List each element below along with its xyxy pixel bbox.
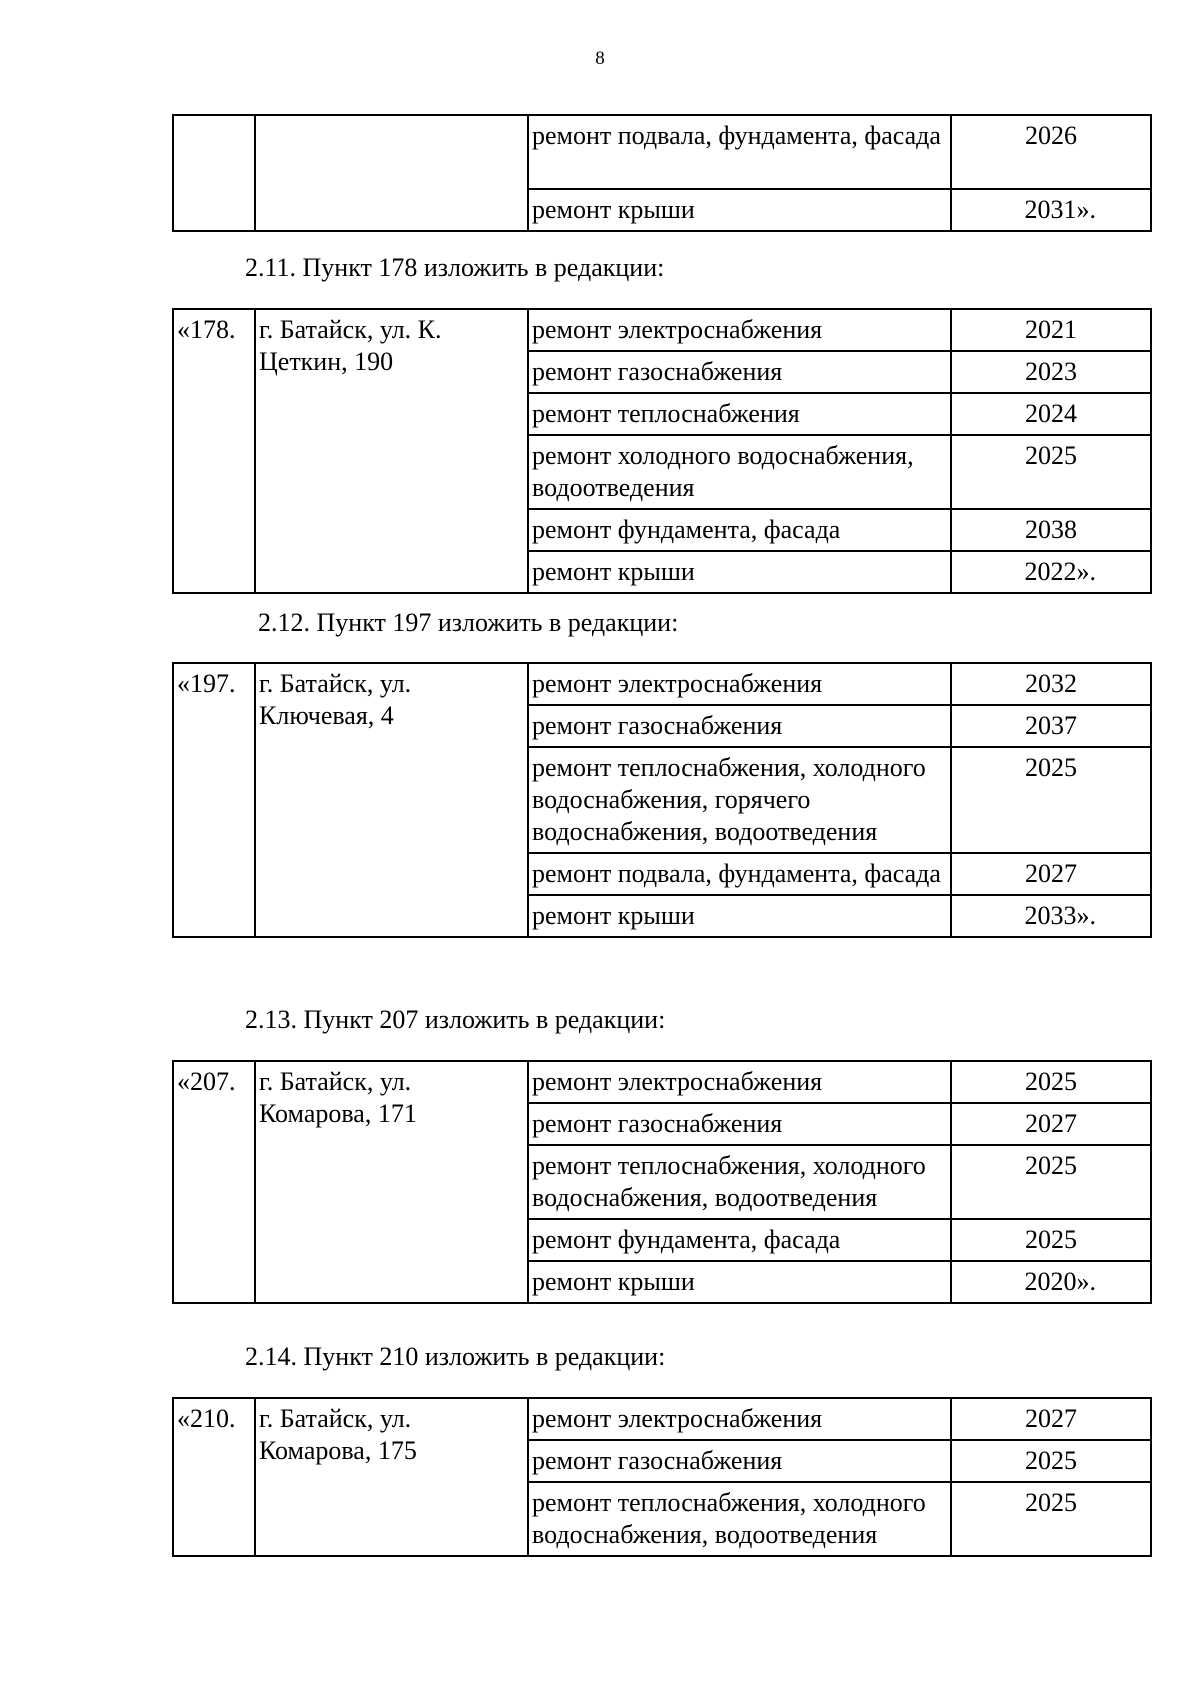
- section-heading: 2.14. Пункт 210 изложить в редакции:: [245, 1342, 666, 1371]
- work-type-cell: ремонт газоснабжения: [528, 1440, 951, 1482]
- table-row: [173, 1061, 1151, 1103]
- work-type-cell: ремонт крыши: [528, 551, 951, 593]
- section-heading: 2.11. Пункт 178 изложить в редакции:: [245, 253, 665, 282]
- year-cell: 2033».: [951, 895, 1151, 937]
- year-cell: 2025: [951, 1061, 1151, 1103]
- year-cell: 2021: [951, 309, 1151, 351]
- section-heading: 2.13. Пункт 207 изложить в редакции:: [245, 1005, 666, 1034]
- year-cell: 2020».: [951, 1261, 1151, 1303]
- address-cell: г. Батайск, ул. Ключевая, 4: [255, 663, 528, 937]
- work-type-cell: ремонт теплоснабжения, холодного водоснабжения, водоотведения: [528, 1145, 951, 1219]
- work-type-cell: ремонт газоснабжения: [528, 705, 951, 747]
- year-cell: 2025: [951, 1145, 1151, 1219]
- work-type-cell: ремонт электроснабжения: [528, 309, 951, 351]
- work-type-cell: ремонт теплоснабжения, холодного водоснабжения, водоотведения: [528, 1482, 951, 1556]
- address-cell: г. Батайск, ул. К. Цеткин, 190: [255, 309, 528, 593]
- item-number-cell: [173, 115, 255, 231]
- year-cell: 2025: [951, 1219, 1151, 1261]
- continuation-table: [172, 114, 1152, 232]
- item-table-178: [172, 308, 1152, 594]
- item-table-210: [172, 1397, 1152, 1557]
- year-cell: 2027: [951, 1103, 1151, 1145]
- year-cell: 2027: [951, 1398, 1151, 1440]
- work-type-cell: ремонт подвала, фундамента, фасада: [528, 853, 951, 895]
- year-cell: 2032: [951, 663, 1151, 705]
- work-type-cell: ремонт теплоснабжения, холодного водоснабжения, горячего водоснабжения, водоотведения: [528, 747, 951, 853]
- work-type-cell: ремонт крыши: [528, 189, 951, 231]
- work-type-cell: ремонт фундамента, фасада: [528, 509, 951, 551]
- address-cell: г. Батайск, ул. Комарова, 175: [255, 1398, 528, 1556]
- year-cell: 2025: [951, 1482, 1151, 1556]
- item-number-cell: «210.: [173, 1398, 255, 1556]
- table-row: [173, 663, 1151, 705]
- address-cell: г. Батайск, ул. Комарова, 171: [255, 1061, 528, 1303]
- work-type-cell: ремонт электроснабжения: [528, 663, 951, 705]
- work-type-cell: ремонт электроснабжения: [528, 1061, 951, 1103]
- item-number-cell: «197.: [173, 663, 255, 937]
- work-type-cell: ремонт фундамента, фасада: [528, 1219, 951, 1261]
- year-cell: 2025: [951, 747, 1151, 853]
- year-cell: 2037: [951, 705, 1151, 747]
- table-row: [173, 309, 1151, 351]
- work-type-cell: ремонт подвала, фундамента, фасада: [528, 115, 951, 189]
- year-cell: 2023: [951, 351, 1151, 393]
- work-type-cell: ремонт теплоснабжения: [528, 393, 951, 435]
- address-cell: [255, 115, 528, 231]
- year-cell: 2025: [951, 1440, 1151, 1482]
- page-number: 8: [595, 48, 605, 69]
- work-type-cell: ремонт газоснабжения: [528, 1103, 951, 1145]
- item-number-cell: «178.: [173, 309, 255, 593]
- work-type-cell: ремонт газоснабжения: [528, 351, 951, 393]
- year-cell: 2022».: [951, 551, 1151, 593]
- year-cell: 2026: [951, 115, 1151, 189]
- work-type-cell: ремонт крыши: [528, 1261, 951, 1303]
- year-cell: 2024: [951, 393, 1151, 435]
- work-type-cell: ремонт электроснабжения: [528, 1398, 951, 1440]
- section-heading: 2.12. Пункт 197 изложить в редакции:: [258, 608, 679, 637]
- year-cell: 2027: [951, 853, 1151, 895]
- work-type-cell: ремонт холодного водоснабжения, водоотведения: [528, 435, 951, 509]
- year-cell: 2025: [951, 435, 1151, 509]
- year-cell: 2031».: [951, 189, 1151, 231]
- table-row: [173, 115, 1151, 189]
- item-table-207: [172, 1060, 1152, 1304]
- work-type-cell: ремонт крыши: [528, 895, 951, 937]
- table-row: [173, 1398, 1151, 1440]
- item-table-197: [172, 662, 1152, 938]
- year-cell: 2038: [951, 509, 1151, 551]
- item-number-cell: «207.: [173, 1061, 255, 1303]
